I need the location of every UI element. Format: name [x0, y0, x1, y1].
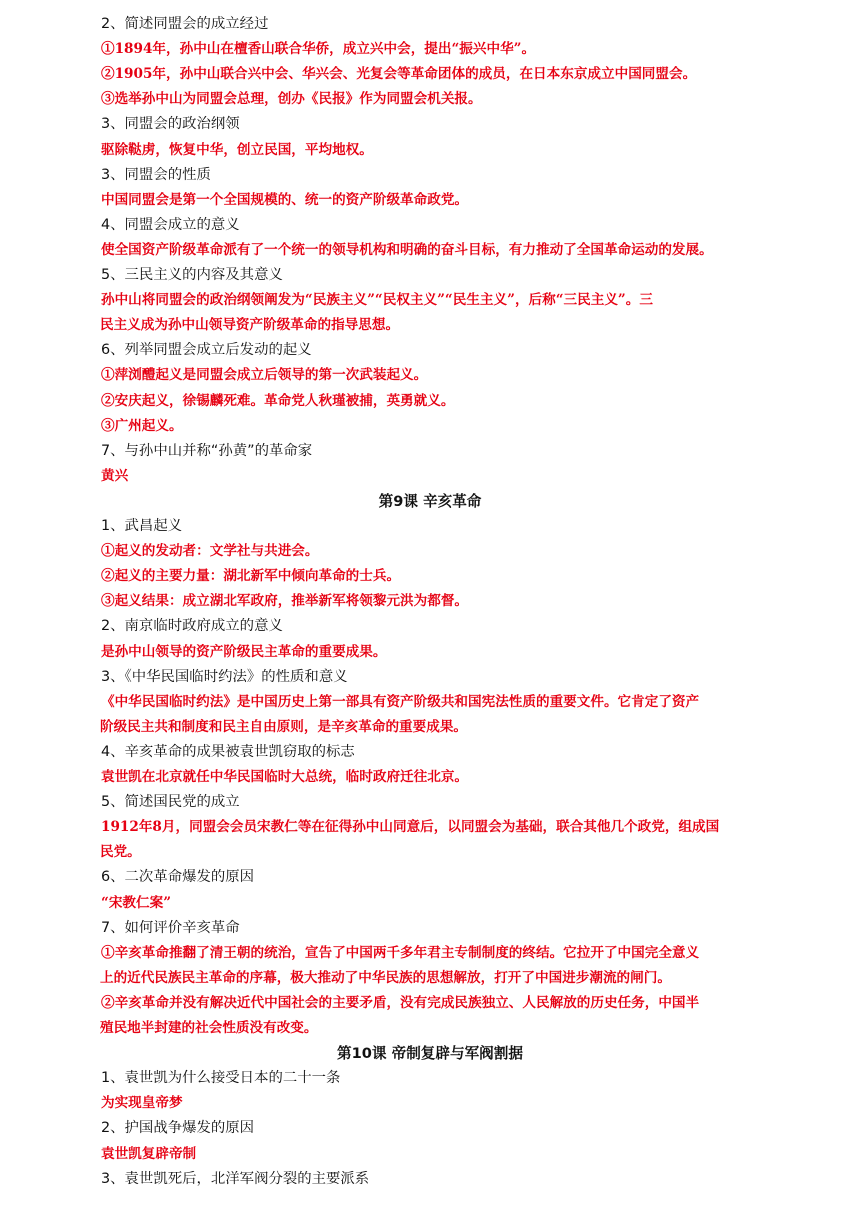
question-line: 1、袁世凯为什么接受日本的二十一条 [101, 1070, 341, 1087]
question-line: 2、护国战争爆发的原因 [101, 1120, 255, 1137]
answer-line: 1912年8月，同盟会会员宋教仁等在征得孙中山同意后，以同盟会为基础，联合其他几个政党，组成国 [101, 819, 720, 836]
answer-line: ②1905年，孙中山联合兴中会、华兴会、光复会等革命团体的成员，在日本东京成立中国同盟会。 [101, 66, 697, 83]
question-line: 1、武昌起义 [101, 518, 183, 534]
answer-line: “宋教仁案” [101, 894, 172, 911]
answer-line: ①起义的发动者：文学社与共进会。 [101, 543, 319, 560]
answer-line: 使全国资产阶级革命派有了一个统一的领导机构和明确的奋斗目标，有力推动了全国革命运动的发展。 [101, 241, 713, 258]
answer-continuation-line: 上的近代民族民主革命的序幕，极大推动了中华民族的思想解放，打开了中国进步潮流的闸门。 [100, 969, 671, 986]
answer-line: ③起义结果：成立湖北军政府，推举新军将领黎元洪为都督。 [101, 593, 469, 610]
answer-line: ②安庆起义，徐锡麟死难。革命党人秋瑾被捕，英勇就义。 [101, 392, 455, 409]
answer-line: ③选举孙中山为同盟会总理，创办《民报》作为同盟会机关报。 [101, 91, 482, 108]
question-line: 7、如何评价辛亥革命 [101, 919, 240, 936]
question-line: 3、同盟会的性质 [101, 166, 211, 183]
answer-line: ①辛亥革命推翻了清王朝的统治，宣告了中国两千多年君主专制制度的终结。它拉开了中国完全意义 [101, 944, 700, 961]
question-line: 2、简述同盟会的成立经过 [101, 16, 269, 32]
question-line: 7、与孙中山并称“孙黄”的革命家 [101, 442, 313, 459]
lesson-heading: 第10课 帝制复辟与军阀割据 [337, 1045, 523, 1063]
answer-continuation-line: 阶级民主共和制度和民主自由原则，是辛亥革命的重要成果。 [100, 718, 468, 735]
lesson-heading: 第9课 辛亥革命 [378, 492, 482, 510]
question-line: 4、同盟会成立的意义 [101, 216, 240, 233]
question-line: 2、南京临时政府成立的意义 [101, 618, 283, 635]
answer-line: 是孙中山领导的资产阶级民主革命的重要成果。 [101, 643, 387, 660]
answer-line: 袁世凯在北京就任中华民国临时大总统，临时政府迁往北京。 [101, 769, 469, 785]
answer-line: ①萍浏醴起义是同盟会成立后领导的第一次武装起义。 [101, 367, 428, 384]
question-line: 5、简述国民党的成立 [101, 794, 240, 811]
answer-line: 中国同盟会是第一个全国规模的、统一的资产阶级革命政党。 [101, 191, 469, 208]
answer-line: 驱除鞑虏，恢复中华，创立民国，平均地权。 [101, 141, 373, 158]
answer-continuation-line: 民主义成为孙中山领导资产阶级革命的指导思想。 [100, 317, 400, 334]
answer-line: 为实现皇帝梦 [101, 1095, 183, 1112]
answer-line: 孙中山将同盟会的政治纲领阐发为“民族主义”“民权主义”“民生主义”，后称“三民主义”。三 [101, 292, 653, 309]
question-line: 3、《中华民国临时约法》的性质和意义 [101, 668, 348, 685]
question-line: 6、二次革命爆发的原因 [101, 869, 255, 886]
answer-line: 袁世凯复辟帝制 [101, 1145, 197, 1162]
answer-continuation-line: 民党。 [100, 844, 141, 861]
question-line: 5、三民主义的内容及其意义 [101, 267, 283, 283]
answer-line: ②辛亥革命并没有解决近代中国社会的主要矛盾，没有完成民族独立、人民解放的历史任务，中国半 [101, 994, 700, 1011]
answer-line: ①1894年，孙中山在檀香山联合华侨，成立兴中会，提出“振兴中华”。 [101, 41, 536, 58]
answer-line: 黄兴 [101, 467, 129, 484]
question-line: 3、同盟会的政治纲领 [101, 116, 240, 133]
answer-line: ②起义的主要力量：湖北新军中倾向革命的士兵。 [101, 568, 401, 585]
question-line: 3、袁世凯死后，北洋军阀分裂的主要派系 [101, 1170, 370, 1187]
answer-line: ③广州起义。 [101, 417, 183, 434]
answer-line: 《中华民国临时约法》是中国历史上第一部具有资产阶级共和国宪法性质的重要文件。它肯定了资产 [101, 693, 700, 710]
answer-continuation-line: 殖民地半封建的社会性质没有改变。 [100, 1020, 318, 1036]
question-line: 6、列举同盟会成立后发动的起义 [101, 342, 312, 359]
question-line: 4、辛亥革命的成果被袁世凯窃取的标志 [101, 743, 355, 760]
